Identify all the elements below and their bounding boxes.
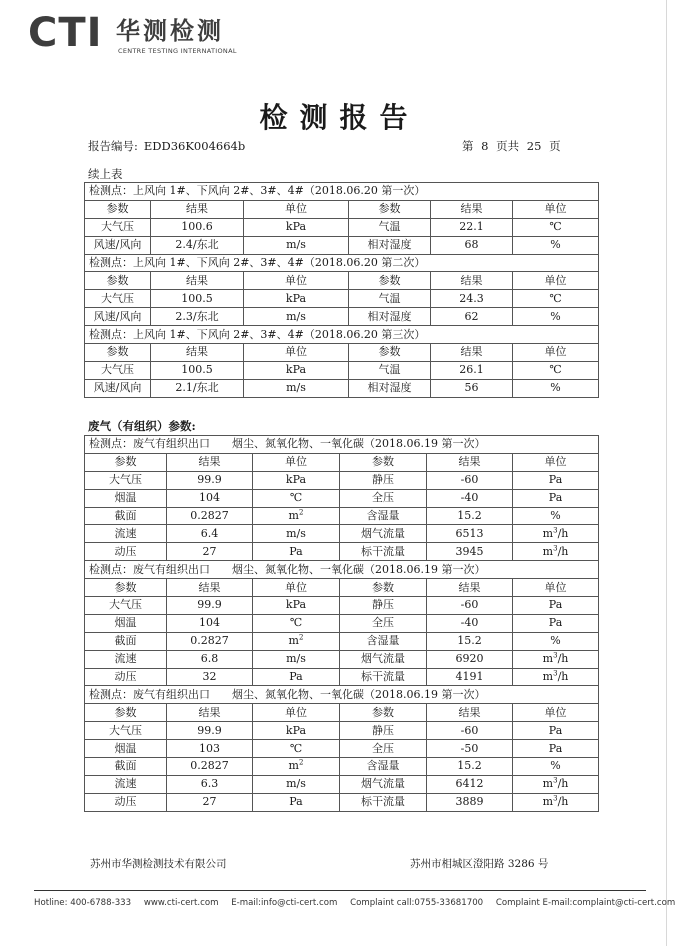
footer-address: 苏州市相城区澄阳路 3286 号 <box>410 858 549 870</box>
section-title-row <box>85 183 599 201</box>
logo-en-name: CENTRE TESTING INTERNATIONAL <box>118 47 237 55</box>
header-cell: 参数 <box>349 344 431 362</box>
cti-logo <box>28 10 288 60</box>
table-cell: 99.9 <box>167 597 253 615</box>
table-row <box>85 236 599 254</box>
header-row <box>85 704 599 722</box>
table-row <box>85 507 599 525</box>
table-cell: 烟气流量 <box>340 650 427 668</box>
table-cell: 0.2827 <box>167 758 253 776</box>
table-cell: Pa <box>513 597 599 615</box>
table-cell: 风速/风向 <box>85 236 151 254</box>
table-cell: 104 <box>167 489 253 507</box>
table-cell: % <box>513 507 599 525</box>
table-cell: 气温 <box>349 290 431 308</box>
contact-hotline: Hotline: 400-6788-333 <box>34 898 132 908</box>
table-cell: % <box>513 236 599 254</box>
section-title: 检测点：上风向 1#、下风向 2#、3#、4#（2018.06.20 第二次） <box>85 254 599 272</box>
table-cell: 62 <box>431 308 513 326</box>
contact-complaint-call: Complaint call:0755-33681700 <box>350 898 484 908</box>
table-cell: 标干流量 <box>340 793 427 811</box>
table-cell: $m^3/h$ <box>513 668 599 686</box>
contact-complaint-email[interactable]: Complaint E-mail:complaint@cti-cert.com <box>495 898 676 908</box>
table-cell: 15.2 <box>427 758 513 776</box>
header-cell: 参数 <box>349 272 431 290</box>
section-title <box>85 686 599 704</box>
table-cell: 动压 <box>85 668 167 686</box>
table-cell: 6920 <box>427 650 513 668</box>
table-cell: 流速 <box>85 525 167 543</box>
report-title: 检测报告 <box>259 101 420 134</box>
table-cell: 含湿量 <box>340 507 427 525</box>
table-cell: 100.6 <box>151 218 244 236</box>
table-row <box>85 722 599 740</box>
table-cell: ℃ <box>513 218 599 236</box>
table-cell: 68 <box>431 236 513 254</box>
table-cell: ℃ <box>253 489 340 507</box>
table-cell: 全压 <box>340 740 427 758</box>
report-number-label: 报告编号: <box>88 139 138 153</box>
table-cell: 静压 <box>340 722 427 740</box>
table-row <box>85 775 599 793</box>
header-cell: 结果 <box>431 200 513 218</box>
table-cell: 26.1 <box>431 361 513 379</box>
table-cell: -40 <box>427 614 513 632</box>
table-cell: 流速 <box>85 775 167 793</box>
table-cell: -60 <box>427 597 513 615</box>
table-cell: ℃ <box>253 740 340 758</box>
table-cell: 大气压 <box>85 471 167 489</box>
footer-divider <box>34 890 646 891</box>
table-cell: 相对湿度 <box>349 379 431 397</box>
table-cell: 56 <box>431 379 513 397</box>
table-cell: 大气压 <box>85 290 151 308</box>
table-cell: -60 <box>427 722 513 740</box>
table-cell: kPa <box>244 218 349 236</box>
table-cell: 标干流量 <box>340 543 427 561</box>
table-cell: -60 <box>427 471 513 489</box>
table-cell: 全压 <box>340 614 427 632</box>
table-cell: 静压 <box>340 471 427 489</box>
table-cell: $m^2$ <box>253 507 340 525</box>
table-cell: m/s <box>244 308 349 326</box>
header-row <box>85 579 599 597</box>
report-number <box>88 138 245 154</box>
table-row <box>85 597 599 615</box>
table-cell: 标干流量 <box>340 668 427 686</box>
table-cell: kPa <box>253 597 340 615</box>
table-row <box>85 218 599 236</box>
table-row <box>85 525 599 543</box>
header-row <box>85 200 599 218</box>
header-cell: 单位 <box>513 704 599 722</box>
page-label-1: 第 <box>462 139 474 153</box>
page-info <box>462 138 565 154</box>
table-cell: 相对湿度 <box>349 236 431 254</box>
table-cell: 99.9 <box>167 722 253 740</box>
header-cell: 结果 <box>427 579 513 597</box>
contact-website[interactable]: www.cti-cert.com <box>143 898 219 908</box>
table-cell: $m^3/h$ <box>513 793 599 811</box>
table-row <box>85 471 599 489</box>
table-cell: 流速 <box>85 650 167 668</box>
table-cell: 99.9 <box>167 471 253 489</box>
section-title-row <box>85 254 599 272</box>
header-row <box>85 344 599 362</box>
table-cell: $m^3/h$ <box>513 775 599 793</box>
table-cell: $m^3/h$ <box>513 543 599 561</box>
header-cell: 结果 <box>427 704 513 722</box>
table-row <box>85 668 599 686</box>
table-cell: Pa <box>513 740 599 758</box>
table-row <box>85 361 599 379</box>
section-title: 检测点：上风向 1#、下风向 2#、3#、4#（2018.06.20 第三次） <box>85 326 599 344</box>
table-cell: 截面 <box>85 758 167 776</box>
header-cell: 结果 <box>167 579 253 597</box>
table-cell: 6.3 <box>167 775 253 793</box>
page-label-3: 页 <box>549 139 561 153</box>
table-cell: 气温 <box>349 361 431 379</box>
table-cell: 2.3/东北 <box>151 308 244 326</box>
header-cell: 单位 <box>253 579 340 597</box>
header-cell: 参数 <box>340 453 427 471</box>
table-cell: kPa <box>244 290 349 308</box>
table-cell: 2.4/东北 <box>151 236 244 254</box>
table-cell: m/s <box>244 236 349 254</box>
table-cell: 6.8 <box>167 650 253 668</box>
table-row <box>85 379 599 397</box>
header-cell: 单位 <box>513 453 599 471</box>
table-cell: 6513 <box>427 525 513 543</box>
page-total: 25 <box>526 139 542 153</box>
gas-parameters-table <box>84 435 599 812</box>
table-cell: 截面 <box>85 632 167 650</box>
table-cell: kPa <box>253 722 340 740</box>
section-point: 检测点：废气有组织出口 <box>89 437 210 451</box>
table-cell: % <box>513 379 599 397</box>
table-cell: 含湿量 <box>340 632 427 650</box>
section-title-row <box>85 326 599 344</box>
report-number-value: EDD36K004664b <box>143 139 246 153</box>
header-cell: 单位 <box>513 272 599 290</box>
section-title-row <box>85 686 599 704</box>
table-cell: 风速/风向 <box>85 308 151 326</box>
header-cell: 单位 <box>513 579 599 597</box>
table-cell: 气温 <box>349 218 431 236</box>
table-cell: 22.1 <box>431 218 513 236</box>
table-cell: 15.2 <box>427 507 513 525</box>
table-row <box>85 650 599 668</box>
table-cell: % <box>513 308 599 326</box>
footer-company: 苏州市华测检测技术有限公司 <box>90 858 227 870</box>
section-title-row <box>85 561 599 579</box>
table-cell: 大气压 <box>85 361 151 379</box>
table-cell: 27 <box>167 793 253 811</box>
meteorological-table <box>84 182 599 398</box>
gas-section-title: 废气（有组织）参数: <box>88 419 196 433</box>
table-cell: 烟气流量 <box>340 775 427 793</box>
header-cell: 参数 <box>85 579 167 597</box>
table-cell: 6412 <box>427 775 513 793</box>
table-cell: kPa <box>244 361 349 379</box>
header-cell: 单位 <box>253 704 340 722</box>
header-cell: 结果 <box>151 272 244 290</box>
header-cell: 结果 <box>431 344 513 362</box>
table-cell: -50 <box>427 740 513 758</box>
table-cell: 相对湿度 <box>349 308 431 326</box>
header-cell: 单位 <box>244 200 349 218</box>
table-cell: 静压 <box>340 597 427 615</box>
section-title-row <box>85 436 599 454</box>
page-label-2: 页共 <box>496 139 520 153</box>
table-cell: 大气压 <box>85 218 151 236</box>
table-cell: Pa <box>253 668 340 686</box>
header-cell: 结果 <box>151 344 244 362</box>
table-cell: 0.2827 <box>167 632 253 650</box>
table-cell: Pa <box>513 722 599 740</box>
table-cell: 烟温 <box>85 614 167 632</box>
table-cell: -40 <box>427 489 513 507</box>
table-cell: 15.2 <box>427 632 513 650</box>
table-cell: ℃ <box>513 290 599 308</box>
table-cell: m/s <box>253 650 340 668</box>
header-cell: 参数 <box>85 272 151 290</box>
header-cell: 单位 <box>513 344 599 362</box>
table-cell: 0.2827 <box>167 507 253 525</box>
table-cell: Pa <box>513 489 599 507</box>
table-cell: 2.1/东北 <box>151 379 244 397</box>
header-cell: 单位 <box>253 453 340 471</box>
table-cell: 动压 <box>85 543 167 561</box>
table-cell: 烟温 <box>85 740 167 758</box>
table-cell: Pa <box>513 614 599 632</box>
header-cell: 参数 <box>349 200 431 218</box>
table-cell: 6.4 <box>167 525 253 543</box>
table-cell: $m^3/h$ <box>513 650 599 668</box>
section-point: 检测点：废气有组织出口 <box>89 562 210 576</box>
table-cell: % <box>513 632 599 650</box>
header-cell: 结果 <box>151 200 244 218</box>
table-cell: 32 <box>167 668 253 686</box>
table-cell: ℃ <box>253 614 340 632</box>
header-cell: 参数 <box>85 453 167 471</box>
table-cell: $m^2$ <box>253 632 340 650</box>
table-cell: 大气压 <box>85 597 167 615</box>
table-cell: m/s <box>253 525 340 543</box>
page-num: 8 <box>481 139 489 153</box>
table-cell: m/s <box>244 379 349 397</box>
header-cell: 结果 <box>427 453 513 471</box>
table-cell: 全压 <box>340 489 427 507</box>
table-cell: kPa <box>253 471 340 489</box>
table-cell: 3945 <box>427 543 513 561</box>
table-cell: 烟气流量 <box>340 525 427 543</box>
header-cell: 单位 <box>244 344 349 362</box>
section-items: 烟尘、氮氧化物、一氧化碳（2018.06.19 第一次） <box>232 687 486 701</box>
contact-email[interactable]: E-mail:info@cti-cert.com <box>231 898 338 908</box>
section-title: 检测点：上风向 1#、下风向 2#、3#、4#（2018.06.20 第一次） <box>85 183 599 201</box>
table-cell: 烟温 <box>85 489 167 507</box>
logo-cn-name: 华测检测 <box>116 17 224 45</box>
section-items: 烟尘、氮氧化物、一氧化碳（2018.06.19 第一次） <box>232 437 486 451</box>
table-cell: 动压 <box>85 793 167 811</box>
table-cell: $m^2$ <box>253 758 340 776</box>
table-cell: Pa <box>253 793 340 811</box>
table-cell: $m^3/h$ <box>513 525 599 543</box>
table-row <box>85 632 599 650</box>
table-cell: Pa <box>253 543 340 561</box>
table-row <box>85 308 599 326</box>
table-cell: Pa <box>513 471 599 489</box>
table-cell: m/s <box>253 775 340 793</box>
table-cell: 截面 <box>85 507 167 525</box>
table-cell: 100.5 <box>151 361 244 379</box>
table-cell: 含湿量 <box>340 758 427 776</box>
header-cell: 参数 <box>340 704 427 722</box>
section-items: 烟尘、氮氧化物、一氧化碳（2018.06.19 第一次） <box>232 562 486 576</box>
section-title <box>85 561 599 579</box>
table-row <box>85 614 599 632</box>
section-point: 检测点：废气有组织出口 <box>89 687 210 701</box>
contact-bar <box>34 898 679 908</box>
table-cell: 103 <box>167 740 253 758</box>
table-cell: 风速/风向 <box>85 379 151 397</box>
table-cell: 4191 <box>427 668 513 686</box>
header-cell: 参数 <box>85 344 151 362</box>
table-cell: 100.5 <box>151 290 244 308</box>
table-row <box>85 290 599 308</box>
continued-label: 续上表 <box>88 167 123 181</box>
header-row <box>85 272 599 290</box>
header-cell: 结果 <box>167 704 253 722</box>
table-row <box>85 489 599 507</box>
table-row <box>85 543 599 561</box>
table-cell: 大气压 <box>85 722 167 740</box>
header-cell: 结果 <box>431 272 513 290</box>
header-cell: 参数 <box>85 200 151 218</box>
table-row <box>85 740 599 758</box>
header-cell: 单位 <box>513 200 599 218</box>
header-cell: 参数 <box>85 704 167 722</box>
table-row <box>85 793 599 811</box>
table-row <box>85 758 599 776</box>
table-cell: ℃ <box>513 361 599 379</box>
header-cell: 单位 <box>244 272 349 290</box>
logo-brand: CTI <box>28 10 103 56</box>
header-cell: 参数 <box>340 579 427 597</box>
section-title <box>85 436 599 454</box>
table-cell: 104 <box>167 614 253 632</box>
table-cell: 24.3 <box>431 290 513 308</box>
table-cell: % <box>513 758 599 776</box>
table-cell: 3889 <box>427 793 513 811</box>
header-cell: 结果 <box>167 453 253 471</box>
table-cell: 27 <box>167 543 253 561</box>
header-row <box>85 453 599 471</box>
